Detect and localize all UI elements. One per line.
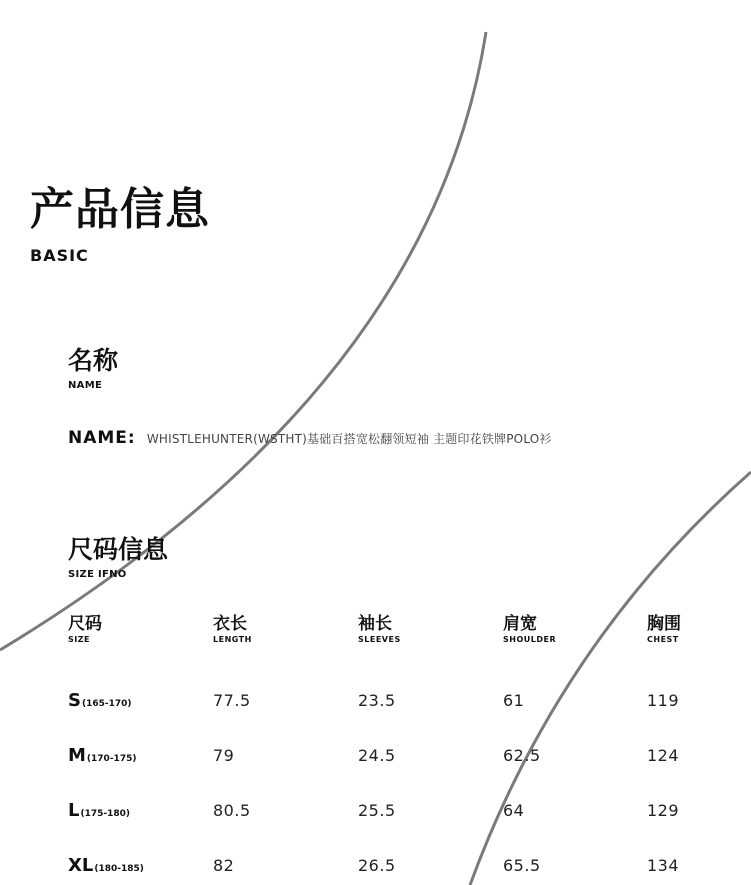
col-header-shoulder: 肩宽	[503, 614, 537, 634]
cell-shoulder: 62.5	[503, 746, 541, 765]
cell-length: 80.5	[213, 801, 251, 820]
cell-sleeves: 23.5	[358, 691, 396, 710]
cell-length: 79	[213, 746, 235, 765]
product-name-line	[68, 428, 552, 448]
col-header-chest: 胸围	[647, 614, 681, 634]
size-row-label: L(175-180)	[68, 800, 131, 821]
size-row-label: M(170-175)	[68, 745, 137, 766]
col-header-size-en: SIZE	[68, 635, 91, 644]
page-title: 产品信息	[30, 184, 210, 235]
col-header-sleeves: 袖长	[358, 614, 392, 634]
cell-shoulder: 64	[503, 801, 525, 820]
cell-chest: 134	[647, 856, 680, 875]
cell-chest: 124	[647, 746, 680, 765]
col-header-sleeves-en: SLEEVES	[358, 635, 401, 644]
cell-shoulder: 61	[503, 691, 525, 710]
curve-right	[470, 472, 751, 885]
col-header-length-en: LENGTH	[213, 635, 252, 644]
col-header-chest-en: CHEST	[647, 635, 679, 644]
cell-chest: 119	[647, 691, 680, 710]
size-section-subtitle: SIZE IFNO	[68, 569, 127, 580]
col-header-shoulder-en: SHOULDER	[503, 635, 557, 644]
cell-sleeves: 26.5	[358, 856, 396, 875]
name-section-subtitle: NAME	[68, 380, 103, 391]
cell-chest: 129	[647, 801, 680, 820]
cell-sleeves: 24.5	[358, 746, 396, 765]
name-section-title: 名称	[68, 346, 119, 375]
page-subtitle: BASIC	[30, 246, 89, 265]
cell-sleeves: 25.5	[358, 801, 396, 820]
product-name-key: NAME:	[68, 428, 136, 448]
size-row-label: XL(180-185)	[68, 855, 144, 876]
size-row-label: S(165-170)	[68, 690, 132, 711]
cell-length: 77.5	[213, 691, 251, 710]
col-header-size: 尺码	[68, 614, 102, 634]
product-name-value: WHISTLEHUNTER(WSTHT)基础百搭宽松翻领短袖 主题印花铁牌POLO衫	[146, 432, 552, 446]
cell-shoulder: 65.5	[503, 856, 541, 875]
cell-length: 82	[213, 856, 235, 875]
size-section-title: 尺码信息	[68, 535, 169, 564]
col-header-length: 衣长	[213, 614, 247, 634]
